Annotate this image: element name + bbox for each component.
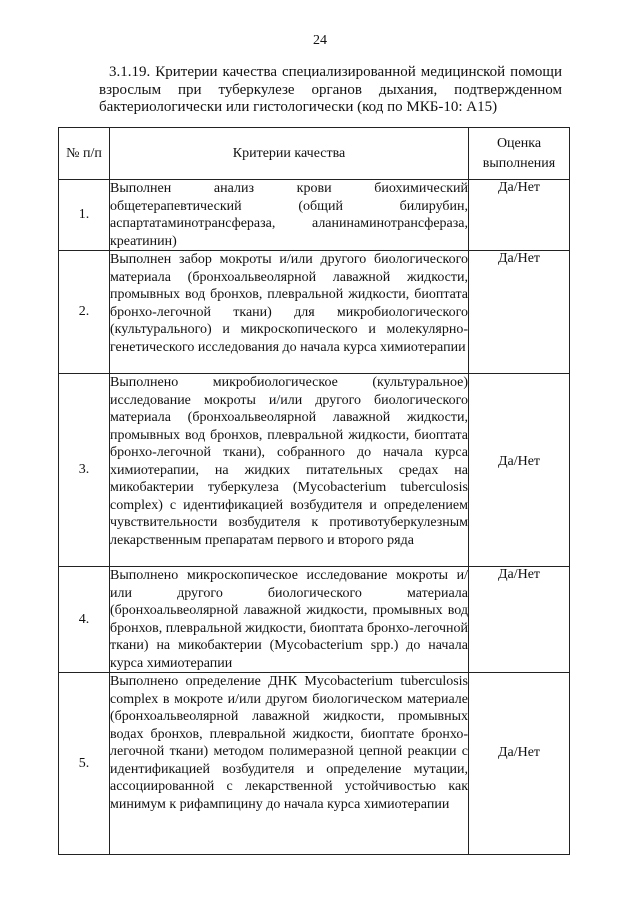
row-criteria: Выполнен забор мокроты и/или другого биологического материала (бронхоальвеолярной лаважной жидкости, промывных вод бронхов, плевральной жидкости, биоптата бронхо-легочной ткани) для микробиологического (культурального) и микроскопического и молекулярно-генетического исследования до начала курса химиотерапии xyxy=(110,251,469,374)
row-evaluation: Да/Нет xyxy=(469,251,570,374)
header-criteria: Критерии качества xyxy=(110,128,469,180)
page-number: 24 xyxy=(313,33,327,48)
row-number: 5. xyxy=(59,673,110,855)
header-num: № п/п xyxy=(59,128,110,180)
row-evaluation: Да/Нет xyxy=(469,567,570,673)
table-row xyxy=(59,374,570,567)
table-row xyxy=(59,180,570,251)
row-criteria: Выполнен анализ крови биохимический общетерапевтический (общий билирубин, аспартатаминотрансфераза, аланинаминотрансфераза, креатинин) xyxy=(110,181,468,249)
row-evaluation: Да/Нет xyxy=(469,673,570,855)
row-evaluation: Да/Нет xyxy=(469,374,570,567)
table-row xyxy=(59,673,570,855)
table-row xyxy=(59,567,570,673)
row-number: 2. xyxy=(59,251,110,374)
row-evaluation: Да/Нет xyxy=(469,180,570,251)
row-number: 1. xyxy=(59,180,110,251)
row-criteria: Выполнено микроскопическое исследование мокроты и/или другого биологического материала (бронхоальвеолярной лаважной жидкости, промывных вод бронхов, плевральной жидкости, биоптата бронхо-легочной ткани) на микобактерии (Mycobacterium spp.) до начала курса химиотерапии xyxy=(110,568,468,671)
table-row xyxy=(59,251,570,374)
header-evaluation: Оценка выполнения xyxy=(469,128,570,180)
row-criteria: Выполнено микробиологическое (культуральное) исследование мокроты и/или другого биологического материала (бронхоальвеолярной лаважной жидкости, промывных вод бронхов, плевральной жидкости, биоптата бронхо-легочной ткани), собранного до начала курса химиотерапии, на жидких питательных средах на микобактерии туберкулеза (Mycobacterium tuberculosis complex) с идентификацией возбудителя и определением чувствительности возбудителя к противотуберкулезным лекарственным препаратам первого и второго ряда xyxy=(110,374,469,567)
table-header-row xyxy=(59,128,570,180)
row-number: 4. xyxy=(59,567,110,673)
row-number: 3. xyxy=(59,374,110,567)
quality-criteria-table xyxy=(58,127,570,855)
row-criteria: Выполнено определение ДНК Mycobacterium tuberculosis complex в мокроте и/или другом биологическом материале (бронхоальвеолярной лаважной жидкости, промывных водах бронхов, плевральной жидкости, биоптате бронхо-легочной ткани) методом полимеразной цепной реакции с идентификацией возбудителя и определение мутации, ассоциированной с лекарственной устойчивостью как минимум к рифампицину до начала курса химиотерапии xyxy=(110,673,469,855)
section-heading: 3.1.19. Критерии качества специализированной медицинской помощи взрослым при туберкулезе органов дыхания, подтвержденном бактериологически или гистологически (код по МКБ-10: A15) xyxy=(99,64,562,115)
